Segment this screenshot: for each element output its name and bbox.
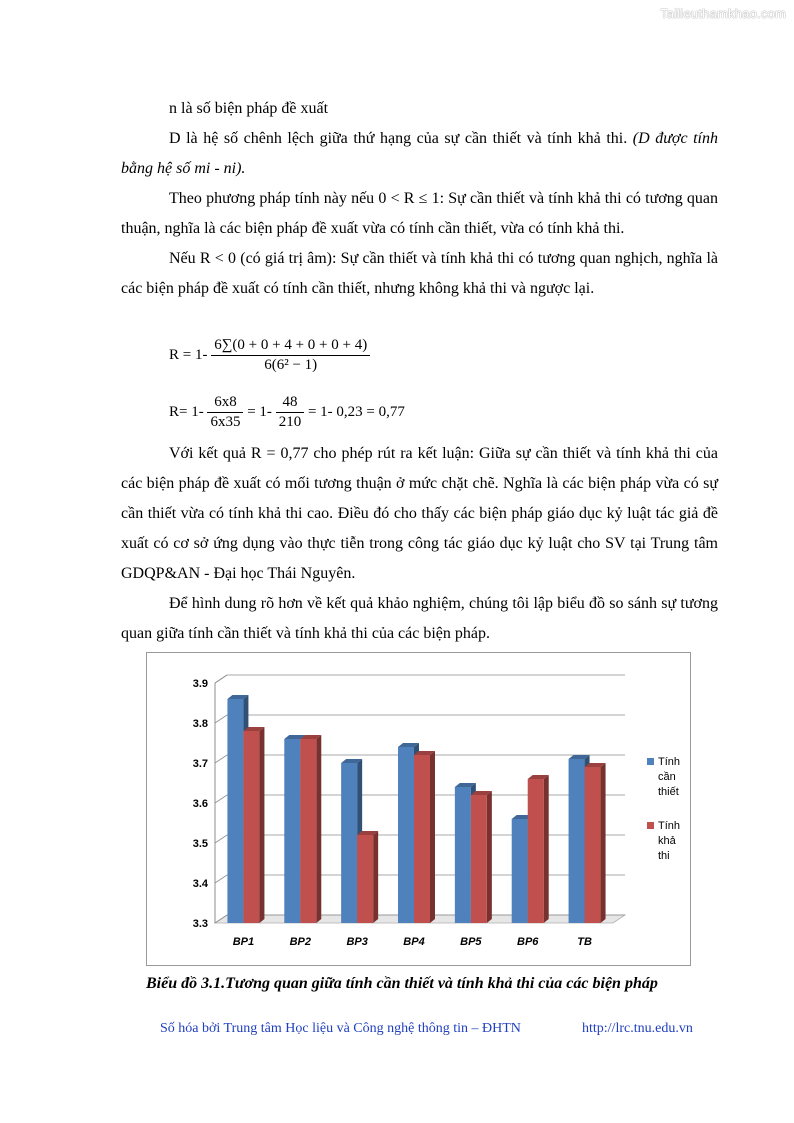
bar-side	[316, 735, 321, 923]
legend-label: thiết	[658, 786, 679, 798]
y-tick-label: 3.5	[192, 838, 208, 850]
formula-r-fraction	[211, 337, 370, 374]
legend-label: cần	[658, 771, 676, 783]
chart-caption: Biểu đồ 3.1.Tương quan giữa tính cần thiết và tính khả thi của các biện pháp	[146, 975, 658, 992]
y-tick-label: 3.4	[192, 878, 208, 890]
bar-chart	[147, 653, 690, 965]
x-tick-label: BP3	[346, 936, 368, 948]
formula2-lhs: R= 1-	[169, 403, 204, 420]
legend-swatch	[647, 758, 654, 765]
bar-side	[544, 775, 549, 923]
paragraph-d-italic: (D được tính bằng hệ số mi - ni).	[121, 130, 719, 177]
x-tick-label: BP5	[460, 936, 482, 948]
body-text	[121, 94, 718, 304]
paragraph-d-main: D là hệ số chênh lệch giữa thứ hạng của sự cần thiết và tính khả thi.	[169, 130, 633, 147]
bar	[341, 763, 357, 923]
bar	[569, 759, 585, 923]
y-tick-label: 3.6	[192, 798, 208, 810]
bar	[357, 835, 373, 923]
bar	[512, 819, 528, 923]
bar	[585, 767, 601, 923]
legend-swatch	[647, 822, 654, 829]
bar	[300, 739, 316, 923]
bar	[243, 731, 259, 923]
footer-url[interactable]: http://lrc.tnu.edu.vn	[582, 1021, 693, 1036]
watermark: Tailieuthamkhao.com	[660, 6, 786, 21]
bar	[414, 755, 430, 923]
formula2-frac2-num: 48	[276, 394, 305, 413]
formula2-rhs: = 1- 0,23 = 0,77	[307, 403, 405, 420]
body-text-2	[121, 439, 718, 649]
chart-container	[146, 652, 691, 966]
y-tick-label: 3.7	[192, 758, 208, 770]
legend-label: Tính	[658, 820, 681, 832]
formula-r	[169, 337, 370, 374]
bar-side	[259, 727, 264, 923]
legend-label: khả	[658, 835, 676, 847]
formula2-fraction-1	[207, 394, 243, 431]
formula-r-computed	[169, 394, 405, 431]
bar	[528, 779, 544, 923]
formula-r-lhs: R = 1-	[169, 346, 208, 363]
y-tick-label: 3.3	[192, 918, 208, 930]
bar	[227, 699, 243, 923]
paragraph-positive: Theo phương pháp tính này nếu 0 < R ≤ 1: Sự cần thiết và tính khả thi có tương quan thuận, nghĩa là các biện pháp đề xuất vừa có tính cần thiết, vừa có tính khả thi.	[121, 190, 718, 237]
paragraph-conclusion: Với kết quả R = 0,77 cho phép rút ra kết luận: Giữa sự cần thiết và tính khả thi của các biện pháp đề xuất có mối tương thuận ở mức chặt chẽ. Nghĩa là các biện pháp vừa có sự cần thiết vừa có tính khả thi cao. Điều đó cho thấy các biện pháp giáo dục kỷ luật tác giả đề xuất có cơ sở ứng dụng vào thực tiễn trong công tác giáo dục kỷ luật cho SV tại Trung tâm GDQP&AN - Đại học Thái Nguyên.	[121, 445, 718, 582]
y-tick-label: 3.9	[192, 678, 208, 690]
bar	[398, 747, 414, 923]
paragraph-negative: Nếu R < 0 (có giá trị âm): Sự cần thiết và tính khả thi có tương quan nghịch, nghĩa là các biện pháp đề xuất có tính cần thiết, nhưng không khả thi và ngược lại.	[121, 250, 718, 297]
footer-credit: Số hóa bởi Trung tâm Học liệu và Công nghệ thông tin – ĐHTN	[160, 1021, 521, 1036]
bar-side	[430, 751, 435, 923]
x-tick-label: BP2	[289, 936, 311, 948]
paragraph-n: n là số biện pháp đề xuất	[169, 100, 329, 117]
x-tick-label: BP4	[403, 936, 425, 948]
paragraph-chart-intro: Để hình dung rõ hơn về kết quả khảo nghiệm, chúng tôi lập biểu đồ so sánh sự tương quan giữa tính cần thiết và tính khả thi của các biện pháp.	[121, 595, 718, 642]
bar-side	[601, 763, 606, 923]
formula2-frac1-num: 6x8	[207, 394, 243, 413]
bar	[284, 739, 300, 923]
legend-label: thi	[658, 850, 670, 862]
bar	[471, 795, 487, 923]
paragraph-d	[121, 124, 718, 184]
formula2-frac1-den: 6x35	[210, 414, 241, 430]
bar	[455, 787, 471, 923]
legend-label: Tính	[658, 756, 681, 768]
formula-r-numerator: 6∑(0 + 0 + 4 + 0 + 0 + 4)	[211, 337, 370, 356]
bar-side	[373, 831, 378, 923]
formula-r-denominator: 6(6² − 1)	[264, 357, 318, 373]
formula2-frac2-den: 210	[278, 414, 302, 430]
formula2-fraction-2	[276, 394, 305, 431]
x-tick-label: TB	[577, 936, 592, 948]
x-tick-label: BP6	[517, 936, 539, 948]
y-tick-label: 3.8	[192, 718, 208, 730]
formula2-mid: = 1-	[247, 403, 272, 420]
x-tick-label: BP1	[232, 936, 255, 948]
bar-side	[487, 791, 492, 923]
